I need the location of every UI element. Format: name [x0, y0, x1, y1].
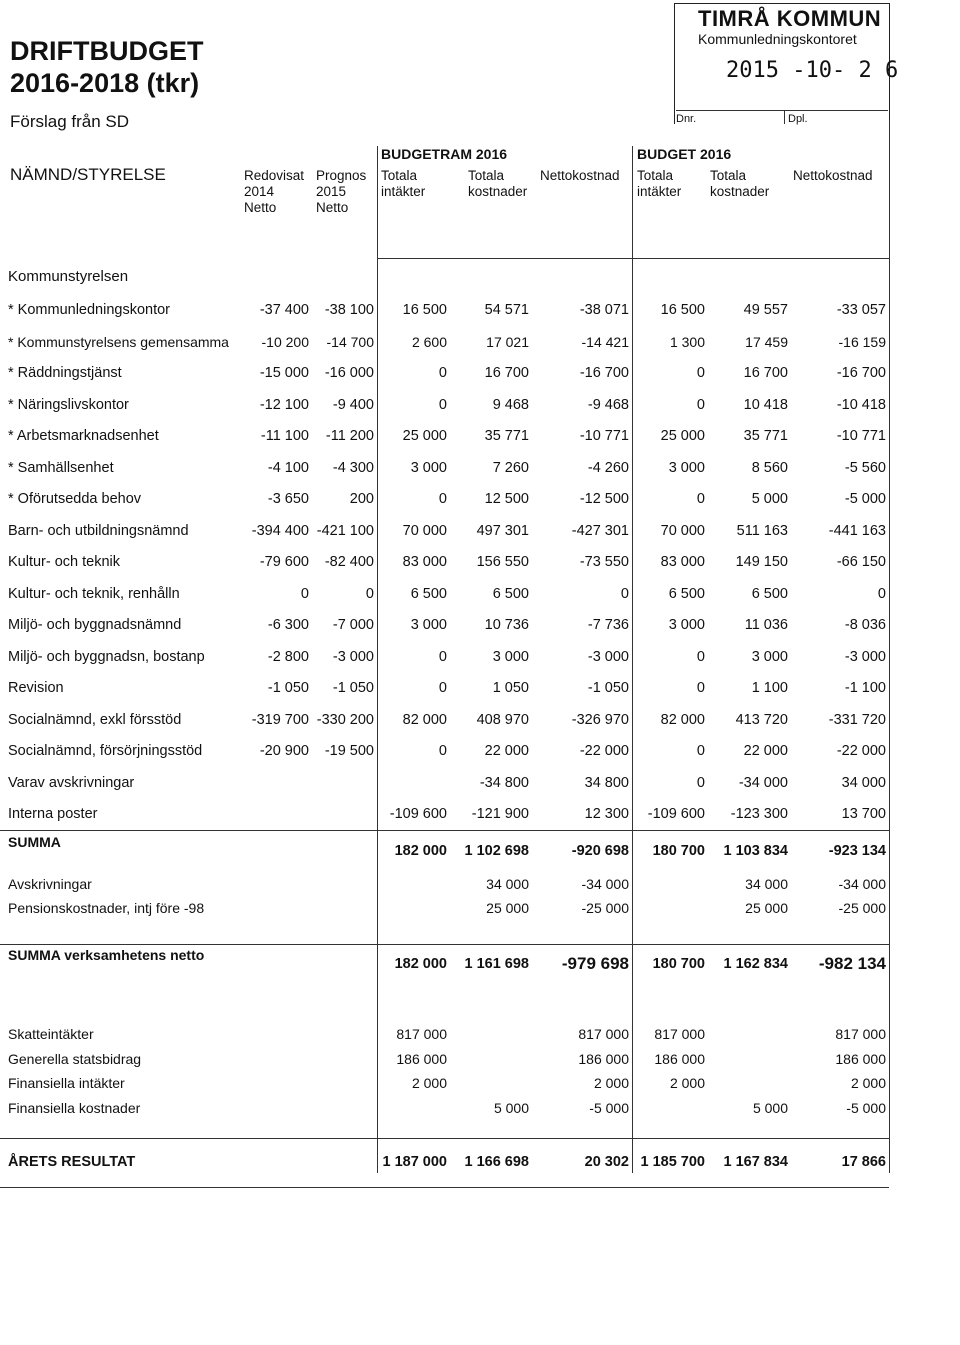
table-row [0, 773, 960, 795]
table-cell: 0 [620, 585, 629, 602]
stamp-dpl: Dpl. [788, 113, 808, 125]
row-label: Skatteintäkter [8, 1026, 94, 1042]
column-header-ram-kostnader: Totala kostnader [468, 168, 528, 199]
table-cell: -10 771 [836, 428, 886, 444]
table-cell: -16 700 [579, 365, 629, 381]
column-header-ram-intakter: Totala intäkter [381, 168, 426, 199]
table-cell: 2 000 [850, 1075, 886, 1091]
row-label: Miljö- och byggnadsn, bostanp [8, 648, 205, 665]
page-title-years: 2016-2018 (tkr) [10, 68, 200, 98]
table-cell: -66 150 [836, 554, 886, 570]
row-label: Finansiella kostnader [8, 1099, 141, 1116]
row-label: * Samhällsenhet [8, 459, 114, 476]
table-cell: -9 468 [587, 396, 629, 413]
table-cell: 16 700 [484, 365, 529, 381]
table-cell: -11 100 [260, 428, 309, 444]
table-cell: -10 418 [836, 396, 886, 413]
table-cell: -979 698 [561, 954, 629, 973]
table-cell: -33 057 [836, 302, 886, 318]
table-cell: 2 000 [669, 1075, 705, 1091]
page-subtitle: Förslag från SD [10, 112, 130, 131]
table-cell: 16 500 [660, 302, 705, 318]
table-row [0, 647, 960, 669]
table-cell: 34 000 [745, 876, 788, 892]
summa-label: SUMMA [8, 834, 61, 850]
table-row [0, 395, 960, 417]
table-cell: 10 736 [484, 617, 529, 633]
table-row [0, 426, 960, 448]
table-cell: -79 600 [259, 554, 309, 570]
row-label: Barn- och utbildningsnämnd [8, 522, 189, 539]
table-cell: 70 000 [660, 522, 705, 539]
table-cell: -12 100 [259, 396, 309, 413]
table-cell: 83 000 [402, 554, 447, 570]
table-cell: -5 000 [589, 1099, 629, 1116]
table-cell: -394 400 [251, 522, 309, 539]
row-label: Generella statsbidrag [8, 1050, 142, 1067]
table-cell: 3 000 [668, 617, 705, 633]
table-cell: -109 600 [647, 806, 705, 822]
table-cell: -5 560 [844, 459, 886, 476]
table-cell: -923 134 [828, 843, 886, 859]
table-cell: 0 [438, 365, 447, 381]
row-label: * Näringslivskontor [8, 396, 129, 413]
table-cell: 0 [696, 365, 705, 381]
table-row [0, 804, 960, 826]
table-cell: 3 000 [668, 459, 705, 476]
table-row [0, 741, 960, 763]
table-cell: 0 [877, 585, 886, 602]
table-cell: 497 301 [476, 522, 529, 539]
table-row [0, 332, 960, 354]
table-cell: -34 000 [581, 876, 629, 892]
table-cell: 70 000 [402, 522, 447, 539]
table-row [0, 841, 960, 863]
row-label: Revision [8, 680, 64, 696]
table-cell: 3 000 [410, 459, 447, 476]
table-cell: 0 [696, 774, 705, 791]
row-label: Finansiella intäkter [8, 1075, 125, 1091]
table-cell: -10 200 [261, 333, 309, 350]
table-cell: 1 166 698 [464, 1154, 529, 1170]
table-cell: 35 771 [484, 428, 529, 444]
section-kommunstyrelsen: Kommunstyrelsen [8, 268, 129, 285]
table-cell: 817 000 [835, 1026, 886, 1042]
table-cell: -25 000 [581, 900, 629, 916]
column-header-budget-intakter: Totala intäkter [637, 168, 682, 199]
page-title: DRIFTBUDGET [10, 36, 204, 66]
table-row [0, 615, 960, 637]
table-cell: 22 000 [743, 743, 788, 759]
table-cell: -123 300 [730, 806, 788, 822]
budget-header: BUDGET 2016 [637, 146, 732, 162]
row-label: Kultur- och teknik [8, 554, 121, 570]
table-cell: 11 036 [744, 617, 788, 633]
row-label: * Arbetsmarknadsenhet [8, 428, 159, 444]
table-row [0, 363, 960, 385]
table-row [0, 1073, 960, 1095]
table-cell: 8 560 [751, 459, 788, 476]
table-cell: 6 500 [492, 585, 529, 602]
table-cell: -982 134 [818, 954, 886, 973]
table-cell: -25 000 [838, 900, 886, 916]
table-cell: 0 [438, 396, 447, 413]
table-cell: -16 700 [836, 365, 886, 381]
table-cell: -3 000 [332, 648, 374, 665]
table-cell: 1 185 700 [640, 1154, 705, 1170]
table-cell: -330 200 [316, 711, 374, 728]
table-cell: 1 103 834 [723, 843, 788, 859]
table-cell: -1 100 [844, 680, 886, 696]
table-cell: -9 400 [332, 396, 374, 413]
table-cell: 6 500 [410, 585, 447, 602]
table-cell: 3 000 [410, 617, 447, 633]
table-cell: 2 000 [593, 1075, 629, 1091]
table-row [0, 874, 960, 896]
table-cell: -7 000 [332, 617, 374, 633]
table-cell: 9 468 [492, 396, 529, 413]
table-cell: 22 000 [484, 743, 529, 759]
table-cell: 413 720 [735, 711, 788, 728]
table-cell: 20 302 [584, 1154, 629, 1170]
table-cell: 12 500 [484, 491, 529, 507]
row-label: Kultur- och teknik, renhålln [8, 585, 180, 602]
table-row [0, 1152, 960, 1174]
table-cell: 182 000 [394, 956, 447, 972]
table-cell: 82 000 [402, 711, 447, 728]
table-cell: 0 [300, 585, 309, 602]
table-cell: -3 000 [844, 648, 886, 665]
table-cell: 0 [696, 396, 705, 413]
table-cell: -326 970 [571, 711, 629, 728]
table-cell: 17 866 [841, 1154, 886, 1170]
row-label: Socialnämnd, försörjningsstöd [8, 743, 203, 759]
table-cell: 1 102 698 [464, 843, 529, 859]
table-cell: 25 000 [745, 900, 788, 916]
table-cell: 25 000 [486, 900, 529, 916]
table-cell: -920 698 [571, 843, 629, 859]
table-cell: 408 970 [476, 711, 529, 728]
table-cell: 0 [696, 680, 705, 696]
table-cell: 156 550 [476, 554, 529, 570]
table-cell: 817 000 [396, 1026, 447, 1042]
table-cell: 5 000 [751, 491, 788, 507]
table-cell: 3 000 [751, 648, 788, 665]
table-cell: 1 050 [492, 680, 529, 696]
table-cell: 1 100 [751, 680, 788, 696]
row-label: Pensionskostnader, intj före -98 [8, 900, 205, 916]
column-header-nämnd: NÄMND/STYRELSE [10, 165, 166, 184]
table-cell: -7 736 [587, 617, 629, 633]
table-cell: -11 200 [325, 428, 374, 444]
table-row [0, 710, 960, 732]
table-cell: -8 036 [844, 617, 886, 633]
table-row [0, 898, 960, 920]
table-cell: -3 650 [267, 491, 309, 507]
table-cell: -15 000 [259, 365, 309, 381]
table-row [0, 954, 960, 976]
table-cell: -34 000 [838, 876, 886, 892]
row-label: Varav avskrivningar [8, 774, 135, 791]
table-cell: 2 000 [411, 1075, 447, 1091]
table-row [0, 552, 960, 574]
table-cell: -1 050 [332, 680, 374, 696]
table-cell: 3 000 [492, 648, 529, 665]
table-cell: 1 300 [669, 333, 705, 350]
table-cell: -3 000 [587, 648, 629, 665]
table-row [0, 584, 960, 606]
table-row [0, 1049, 960, 1071]
table-cell: 186 000 [654, 1050, 705, 1067]
table-row [0, 1024, 960, 1046]
table-cell: 0 [438, 491, 447, 507]
table-row [0, 521, 960, 543]
table-cell: 186 000 [396, 1050, 447, 1067]
table-cell: -427 301 [571, 522, 629, 539]
table-cell: -34 000 [738, 774, 788, 791]
table-cell: 54 571 [484, 302, 529, 318]
budgetram-header: BUDGETRAM 2016 [381, 146, 508, 162]
table-cell: 1 162 834 [723, 956, 788, 972]
table-cell: -4 100 [267, 459, 309, 476]
stamp-dnr: Dnr. [676, 113, 697, 125]
table-cell: 6 500 [751, 585, 788, 602]
table-cell: -441 163 [828, 522, 886, 539]
table-row [0, 489, 960, 511]
table-cell: -4 300 [332, 459, 374, 476]
table-cell: 49 557 [743, 302, 788, 318]
table-cell: -109 600 [389, 806, 447, 822]
stamp-unit: Kommunledningskontoret [698, 31, 857, 47]
table-cell: 0 [696, 648, 705, 665]
table-cell: 16 700 [743, 365, 788, 381]
table-cell: 82 000 [660, 711, 705, 728]
table-cell: 0 [696, 743, 705, 759]
table-cell: 25 000 [660, 428, 705, 444]
column-header-redovisat: Redovisat 2014 Netto [244, 168, 305, 215]
table-cell: -1 050 [587, 680, 629, 696]
table-cell: -16 159 [838, 333, 886, 350]
table-cell: -82 400 [324, 554, 374, 570]
table-cell: 186 000 [835, 1050, 886, 1067]
table-cell: -34 800 [479, 774, 529, 791]
row-label: Miljö- och byggnadsnämnd [8, 617, 182, 633]
table-cell: 180 700 [652, 843, 705, 859]
table-cell: -421 100 [316, 522, 374, 539]
table-cell: 25 000 [402, 428, 447, 444]
table-cell: -6 300 [267, 617, 309, 633]
column-header-prognos: Prognos 2015 Netto [316, 168, 367, 215]
table-cell: 6 500 [668, 585, 705, 602]
table-cell: 182 000 [394, 843, 447, 859]
table-cell: 186 000 [578, 1050, 629, 1067]
table-cell: -22 000 [836, 743, 886, 759]
table-cell: 1 161 698 [464, 956, 529, 972]
table-row [0, 1098, 960, 1120]
table-cell: -2 800 [267, 648, 309, 665]
table-cell: 5 000 [752, 1099, 788, 1116]
table-cell: 0 [438, 648, 447, 665]
table-cell: -16 000 [324, 365, 374, 381]
row-label: Interna poster [8, 806, 98, 822]
result-label: ÅRETS RESULTAT [8, 1154, 136, 1170]
table-cell: -5 000 [846, 1099, 886, 1116]
summa2-label: SUMMA verksamhetens netto [8, 947, 205, 963]
table-cell: 180 700 [652, 956, 705, 972]
row-label: * Kommunledningskontor [8, 302, 171, 318]
table-cell: -5 000 [844, 491, 886, 507]
table-cell: 0 [438, 680, 447, 696]
table-cell: 2 600 [411, 333, 447, 350]
table-row [0, 300, 960, 322]
table-cell: 7 260 [492, 459, 529, 476]
table-cell: 83 000 [660, 554, 705, 570]
row-label: * Kommunstyrelsens gemensamma [8, 333, 229, 350]
table-cell: -38 100 [324, 302, 374, 318]
table-cell: 200 [349, 491, 374, 507]
table-cell: 0 [696, 491, 705, 507]
table-cell: -37 400 [259, 302, 309, 318]
table-cell: -38 071 [579, 302, 629, 318]
column-header-ram-netto: Nettokostnad [540, 168, 620, 183]
table-cell: 817 000 [654, 1026, 705, 1042]
table-cell: 0 [438, 743, 447, 759]
table-cell: -1 050 [267, 680, 309, 696]
table-cell: 34 000 [841, 774, 886, 791]
table-cell: 511 163 [736, 522, 788, 539]
table-cell: 10 418 [743, 396, 788, 413]
table-cell: 12 300 [584, 806, 629, 822]
row-label: * Oförutsedda behov [8, 491, 142, 507]
table-cell: -73 550 [579, 554, 629, 570]
table-cell: 16 500 [402, 302, 447, 318]
table-cell: 1 167 834 [723, 1154, 788, 1170]
stamp-org: TIMRÅ KOMMUN [698, 6, 882, 31]
table-cell: -14 700 [326, 333, 374, 350]
stamp-date: 2015 -10- 2 6 [726, 58, 899, 83]
table-cell: -319 700 [251, 711, 309, 728]
row-label: Socialnämnd, exkl försstöd [8, 711, 182, 728]
table-cell: 149 150 [735, 554, 788, 570]
table-cell: 34 800 [584, 774, 629, 791]
column-header-budget-netto: Nettokostnad [793, 168, 873, 183]
table-cell: -12 500 [579, 491, 629, 507]
table-cell: 17 459 [745, 333, 788, 350]
table-cell: -331 720 [828, 711, 886, 728]
table-cell: 0 [365, 585, 374, 602]
table-cell: 817 000 [578, 1026, 629, 1042]
table-cell: -19 500 [324, 743, 374, 759]
table-cell: 34 000 [486, 876, 529, 892]
table-cell: -20 900 [259, 743, 309, 759]
table-cell: 1 187 000 [382, 1154, 447, 1170]
table-cell: 17 021 [486, 333, 529, 350]
table-cell: -121 900 [471, 806, 529, 822]
row-label: Avskrivningar [8, 876, 92, 892]
table-cell: 5 000 [493, 1099, 529, 1116]
table-row [0, 458, 960, 480]
table-cell: -10 771 [579, 428, 629, 444]
table-cell: 35 771 [743, 428, 788, 444]
column-header-budget-kostnader: Totala kostnader [710, 168, 770, 199]
table-cell: -14 421 [581, 333, 629, 350]
table-cell: -22 000 [579, 743, 629, 759]
table-row [0, 678, 960, 700]
row-label: * Räddningstjänst [8, 365, 122, 381]
table-cell: 13 700 [841, 806, 886, 822]
table-cell: -4 260 [587, 459, 629, 476]
